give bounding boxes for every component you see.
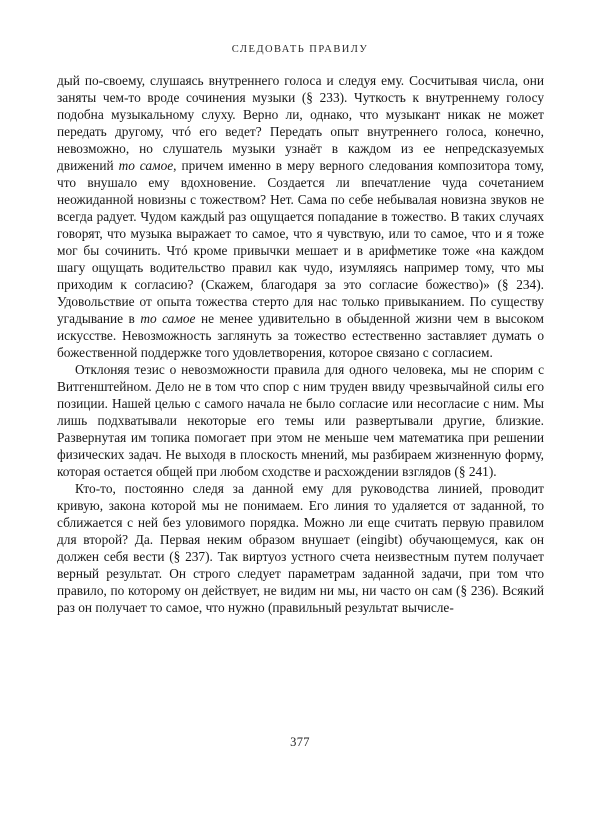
emphasis-run: то самое xyxy=(140,311,196,327)
text-run: дый по-своему, слушаясь внутреннего голоса и следуя ему. Сосчитывая числа, они заняты чем-то вроде сочинения музыки (§ 233). Чуткость к внутреннему голосу подобна музыкальному слуху. Верно ли, однако, что музыкант никак не может передать другому, чтó его ведет? Передать опыт внутреннего голоса, конечно, невозможно, но слушатель музыки узнаёт в каждом из ее непредсказуемых движений xyxy=(57,73,544,174)
latin-term: eingibt xyxy=(360,532,398,548)
text-run: не менее удивительно в обыденной жизни чем в высоком искусстве. Невозможность заглянуть за тожество естественно заставляет думать о божественной поддержке того удовлетворения, которое связано с согласием. xyxy=(57,311,544,361)
page-number: 377 xyxy=(290,735,310,749)
paragraph xyxy=(57,361,544,480)
text-run: ) обучающемуся, как он должен себя вести (§ 237). Так виртуоз устного счета неизвестным путем получает верный результат. Он строго следует параметрам заданной задачи, при том что правило, по которому он действует, не видим ни мы, ни часто он сам (§ 236). Всякий раз он получает то самое, что нужно (правильный результат вычисле- xyxy=(57,532,545,616)
paragraph xyxy=(57,72,544,361)
text-run: Кто-то, постоянно следя за данной ему для руководства линией, проводит кривую, закона которой мы не понимаем. Его линия то удаляется от заданной, то сближается с ней без уловимого порядка. Можно ли еще считать первую правилом для второй? Да. Первая неким образом внушает ( xyxy=(57,481,544,548)
running-head: СЛЕДОВАТЬ ПРАВИЛУ xyxy=(231,44,369,55)
text-run: Отклоняя тезис о невозможности правила для одного человека, мы не спорим с Витгенштейном. Дело не в том что спор с ним труден ввиду чрезвычайной силы его позиции. Нашей целью с самого начала не было согласие или несогласие с ним. Мы лишь подхватывали некоторые его темы или развертывали другие, близкие. Развернутая им топика помогает при этом не меньше чем математика при решении физических задач. Не выходя в плоскость мнений, мы разбираем жизненную форму, которая остается общей при любом сходстве и расхождении взглядов (§ 241). xyxy=(57,362,544,480)
paragraph xyxy=(57,480,544,616)
emphasis-run: то самое xyxy=(118,158,174,174)
text-run: , причем именно в меру верного следования композитора тому, что внушало ему вдохновение. Создается ли впечатление чуда сочетанием неожиданной новизны с тожеством? Нет. Сама по себе небывалая новизна звуков не всегда радует. Чудом каждый раз ощущается попадание в тожество. В таких случаях говорят, что музыка выражает то самое, что я чувствую, или то самое, что и я тоже мог бы сочинить. Чтó кроме привычки мешает и в арифметике тоже «на каждом шагу ощущать водительство правил как чудо, изумляясь например тому, что мы приходим к согласию? (Скажем, благодаря за это согласие божество)» (§ 234). Удовольствие от опыта тожества стерто для нас только привыканием. По существу угадывание в xyxy=(57,158,544,327)
body-text-block xyxy=(57,72,544,617)
